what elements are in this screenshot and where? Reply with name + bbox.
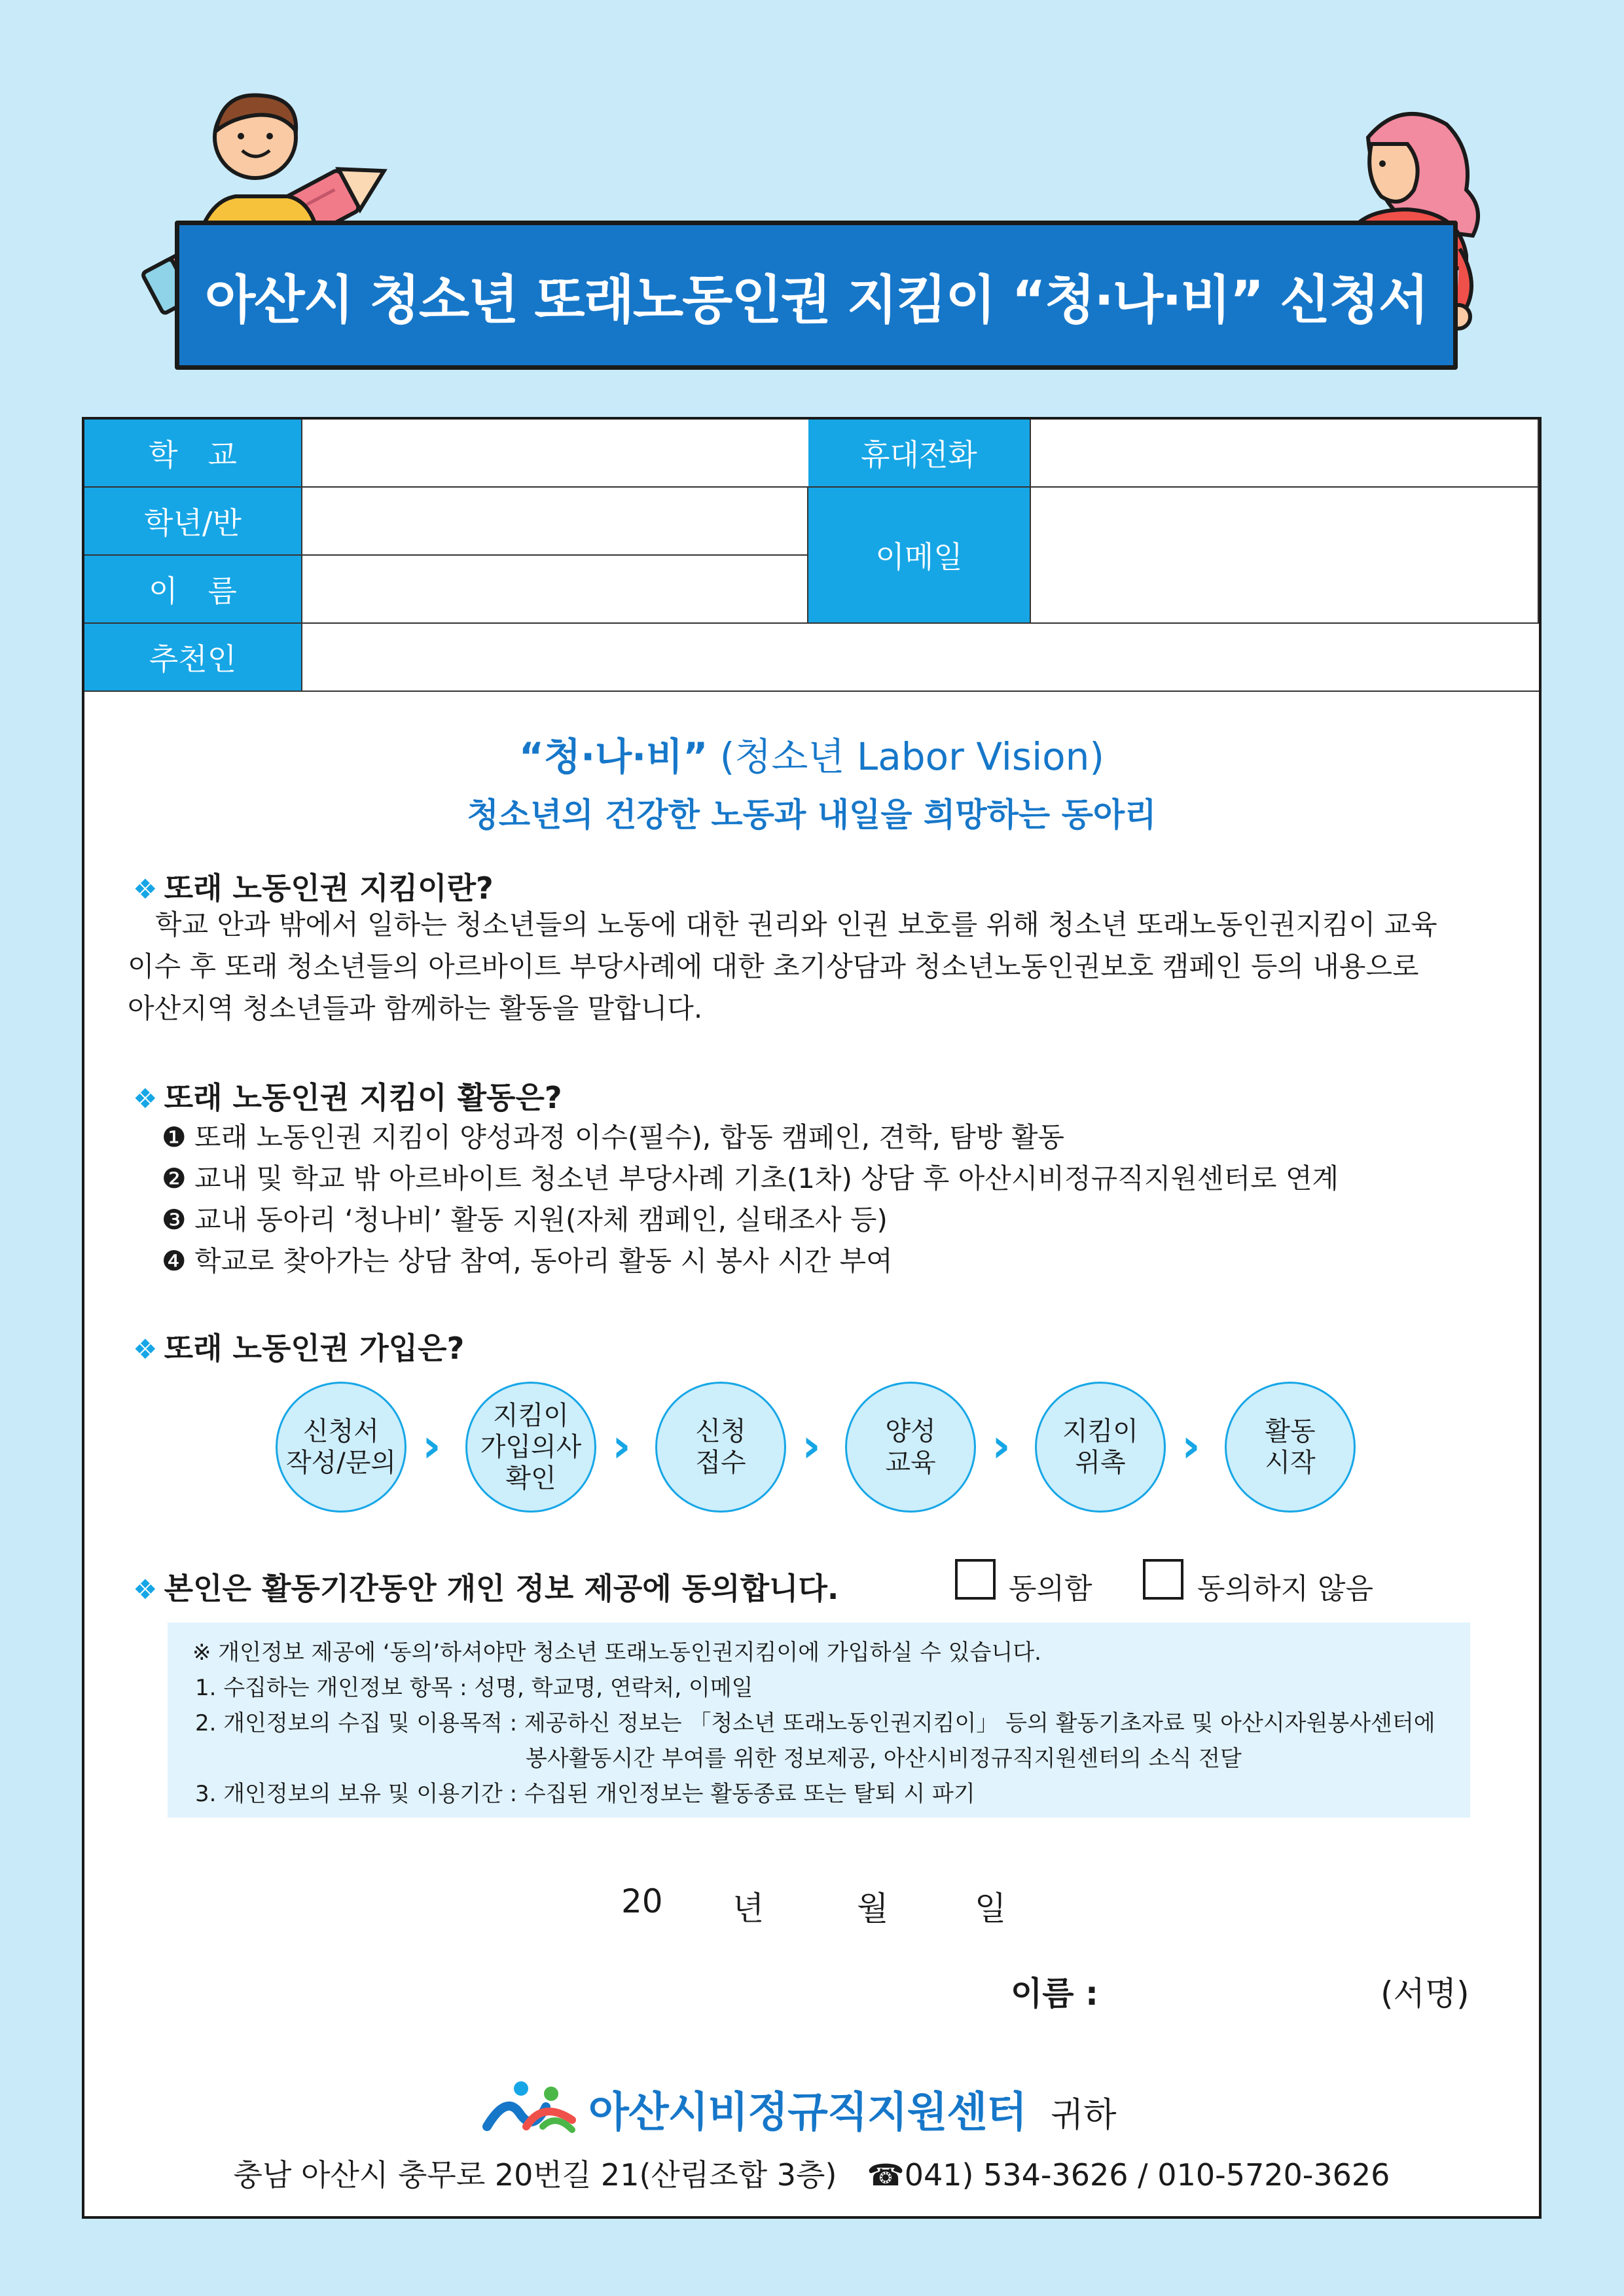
chevron-right-icon: › (612, 1419, 631, 1473)
body-line: 학교 안과 밖에서 일하는 청소년들의 노동에 대한 권리와 인권 보호를 위해 청소년 또래노동인권지킴이 교육 (128, 908, 1437, 941)
step-start: 활동 시작 (1225, 1382, 1356, 1513)
date-year-label: 년 (732, 1890, 765, 1928)
date-day-label: 일 (975, 1890, 1007, 1928)
activity-item-text: 교내 및 학교 밖 아르바이트 청소년 부당사례 기초(1차) 상담 후 아산시비정규직지원센터로 연계 (194, 1162, 1339, 1194)
recommender-label: 추천인 (84, 624, 302, 692)
intro-title (84, 726, 1539, 781)
disagree-checkbox[interactable] (1143, 1559, 1183, 1600)
activity-item (162, 1240, 893, 1279)
grade-class-field[interactable] (302, 488, 808, 556)
diamond-bullet-icon: ❖ (133, 1333, 158, 1365)
signature-sign-label: (서명) (1380, 1975, 1470, 2013)
school-field[interactable] (302, 420, 890, 488)
applicant-info-table (84, 420, 1539, 691)
grade-class-label: 학년/반 (84, 488, 302, 556)
activity-item (162, 1198, 888, 1238)
section-what-body (128, 904, 1502, 1030)
disagree-label: 동의하지 않음 (1197, 1572, 1374, 1605)
consent-heading-text: 본인은 활동기간동안 개인 정보 제공에 동의합니다. (164, 1571, 839, 1606)
intro-subtitle: 청소년의 건강한 노동과 내일을 희망하는 동아리 (467, 796, 1157, 834)
center-name: 아산시비정규직지원센터 (588, 2089, 1027, 2137)
email-field[interactable] (1031, 488, 1539, 624)
title-banner (175, 221, 1458, 370)
intro-title-brand: “청·나·비” (518, 734, 708, 779)
body-line: 아산지역 청소년들과 함께하는 활동을 말합니다. (128, 992, 703, 1024)
name-field[interactable] (302, 556, 808, 624)
consent-heading (133, 1565, 839, 1608)
section-join-heading (133, 1325, 464, 1368)
chevron-right-icon: › (802, 1419, 821, 1473)
intro-title-rest: (청소년 Labor Vision) (708, 734, 1105, 779)
date-month-label: 월 (857, 1890, 889, 1928)
number-two-icon: ❷ (162, 1162, 187, 1194)
notice-line: 봉사활동시간 부여를 위한 정보제공, 아산시비정규직지원센터의 소식 전달 (526, 1746, 1242, 1772)
notice-line: 2. 개인정보의 수집 및 이용목적 : 제공하신 정보는 「청소년 또래노동인권지킴이」 등의 활동기초자료 및 아산시자원봉사센터에 (195, 1710, 1435, 1736)
agree-checkbox[interactable] (955, 1559, 996, 1600)
center-suffix: 귀하 (1051, 2096, 1117, 2135)
center-address: 충남 아산시 충무로 20번길 21(산림조합 3층) ☎041) 534-3626 / 010-5720-3626 (233, 2157, 1390, 2193)
signature-name-label: 이름 : (1011, 1975, 1099, 2013)
section-join-heading-text: 또래 노동인권 가입은? (164, 1331, 465, 1366)
step-training: 양성 교육 (845, 1382, 976, 1513)
page-title: 아산시 청소년 또래노동인권 지킴이 “청·나·비” 신청서 (204, 269, 1428, 331)
section-what-heading-text: 또래 노동인권 지킴이란? (164, 870, 494, 906)
step-apply: 신청서 작성/문의 (276, 1382, 406, 1513)
diamond-bullet-icon: ❖ (133, 1083, 158, 1115)
step-appoint: 지킴이 위촉 (1035, 1382, 1166, 1513)
recommender-field[interactable] (302, 624, 1539, 692)
step-receipt: 신청 접수 (655, 1382, 786, 1513)
date-year-prefix: 20 (621, 1882, 663, 1920)
application-form (82, 417, 1542, 2219)
section-activity-heading (133, 1074, 562, 1117)
name-label: 이 름 (84, 556, 302, 624)
section-what-heading (133, 865, 494, 908)
agree-label: 동의함 (1009, 1572, 1092, 1605)
intro-block (84, 726, 1539, 836)
body-line: 이수 후 또래 청소년들의 아르바이트 부당사례에 대한 초기상담과 청소년노동인권보호 캠페인 등의 내용으로 (128, 950, 1419, 982)
diamond-bullet-icon: ❖ (133, 873, 158, 905)
privacy-notice (168, 1623, 1470, 1818)
center-logo-icon (480, 2074, 579, 2140)
activity-item-text: 학교로 찾아가는 상담 참여, 동아리 활동 시 봉사 시간 부여 (194, 1245, 893, 1277)
chevron-right-icon: › (1182, 1419, 1200, 1473)
email-label: 이메일 (808, 488, 1031, 624)
school-label: 학 교 (84, 420, 302, 488)
activity-item-text: 또래 노동인권 지킴이 양성과정 이수(필수), 합동 캠페인, 견학, 탐방 활동 (194, 1121, 1064, 1153)
activity-item (162, 1157, 1339, 1196)
notice-line: 1. 수집하는 개인정보 항목 : 성명, 학교명, 연락처, 이메일 (195, 1675, 753, 1701)
number-three-icon: ❸ (162, 1204, 187, 1236)
step-confirm: 지킴이 가입의사 확인 (465, 1382, 596, 1513)
section-activity-heading-text: 또래 노동인권 지킴이 활동은? (164, 1080, 562, 1115)
notice-line: ※ 개인정보 제공에 ‘동의’하셔야만 청소년 또래노동인권지킴이에 가입하실 수 있습니다. (192, 1640, 1041, 1666)
chevron-right-icon: › (992, 1419, 1011, 1473)
activity-item (162, 1116, 1064, 1155)
number-one-icon: ❶ (162, 1121, 187, 1153)
number-four-icon: ❹ (162, 1245, 187, 1277)
diamond-bullet-icon: ❖ (133, 1573, 158, 1605)
chevron-right-icon: › (422, 1419, 441, 1473)
phone-label: 휴대전화 (808, 420, 1031, 488)
notice-line: 3. 개인정보의 보유 및 이용기간 : 수집된 개인정보는 활동종료 또는 탈퇴 시 파기 (195, 1781, 975, 1807)
phone-field[interactable] (1031, 420, 1539, 488)
activity-item-text: 교내 동아리 ‘청나비’ 활동 지원(자체 캠페인, 실태조사 등) (194, 1204, 888, 1236)
